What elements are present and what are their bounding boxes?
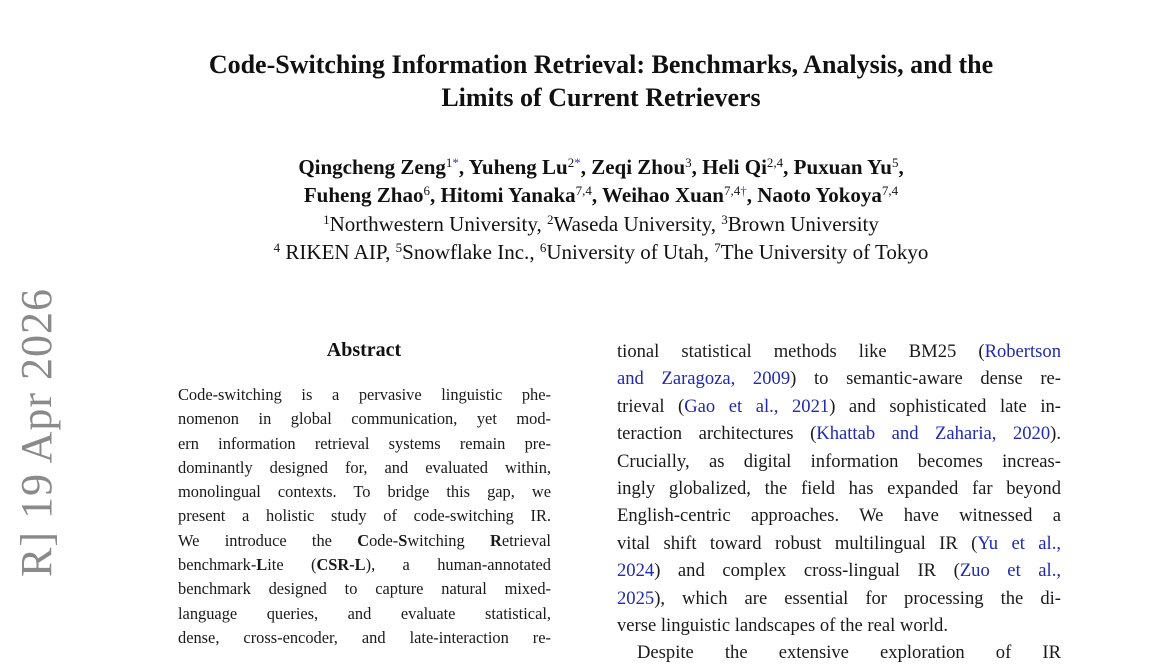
citation-link[interactable]: Khattab and Zaharia, 2020 [816,423,1051,445]
text: ode- [369,530,399,550]
citation-link[interactable]: and Zaragoza, 2009 [617,368,791,390]
text: ) and complex cross-lingual IR ( [654,560,960,582]
abstract-line: nomenon in global communication, yet mod- [178,409,551,429]
author-name: Fuheng Zhao [303,183,424,207]
affil-num: 5 [395,240,403,255]
abstract-line: dense, cross-encoder, and late-interaction re- [178,627,551,647]
affil-num: 1 [323,212,330,227]
text: ), a human-annotated [365,555,551,575]
author-affil-sup: 7,4 [723,183,741,198]
intro-line: English-centric approaches. We have witnessed a [617,505,1061,527]
text: ) to semantic-aware dense re- [790,368,1061,390]
text: trieval ( [617,395,685,417]
paper-title [100,48,1102,114]
text: etrieval [501,530,551,550]
citation-link[interactable]: Zuo et al., [959,560,1061,582]
benchmark-acronym: CSR-L [316,555,366,575]
author-name: Qingcheng Zeng [298,155,446,179]
author-line-2: Fuheng Zhao$^6$, Hitomi Yanaka$^{7,4}$, Weihao Xuan$^{7,4\dagger}$, Naoto Yokoya$^{7,4}$ [303,183,899,207]
introduction-body [617,338,1061,667]
text: C [357,530,370,550]
author-name: Zeqi Zhou [591,155,686,179]
intro-line: verse linguistic landscapes of the real world. [617,615,948,637]
abstract-line [178,553,551,577]
title-line-1: Code-Switching Information Retrieval: Benchmarks, Analysis, and the [208,50,994,79]
intro-line [617,420,1061,447]
author-name: Naoto Yokoya [757,183,882,207]
abstract-line: dominantly designed for, and evaluated within, [178,457,551,477]
text: L [256,555,268,575]
intro-line [617,393,1061,420]
title-line-2: Limits of Current Retrievers [441,83,761,112]
author-name: Weihao Xuan [602,183,724,207]
affiliation: Brown University [727,212,879,236]
abstract-line: present a holistic study of code-switching IR. [178,506,551,526]
citation-link[interactable]: Gao et al., 2021 [684,395,830,417]
text: We introduce the [178,530,358,550]
text: witching [407,530,490,550]
affiliation-line-1: $^1$Northwestern University, $^2$Waseda University, $^3$Brown University [323,212,879,236]
author-affil-sup: 2 [567,155,575,170]
affil-num: 4 [273,240,281,255]
abstract-line: language queries, and evaluate statistical, [178,603,551,623]
text: S [398,530,408,550]
author-list [100,153,1102,209]
abstract-line: monolingual contexts. To bridge this gap, we [178,482,551,502]
author-affil-sup: 3 [685,155,692,170]
abstract-line: Code-switching is a pervasive linguistic phe- [178,385,551,404]
intro-line [617,585,1061,612]
text: R [490,530,502,550]
author-name: Heli Qi [702,155,767,179]
author-affil-sup: 1 [445,155,453,170]
text: ). [1050,423,1061,445]
affil-num: 2 [546,212,554,227]
affil-num: 6 [539,240,547,255]
affiliation: The University of Tokyo [720,240,929,264]
arxiv-stamp: R] 19 Apr 2026 [12,288,61,577]
text: teraction architectures ( [617,423,817,445]
equal-contribution-mark[interactable]: * [574,155,581,170]
intro-line [617,557,1061,584]
text: vital shift toward robust multilingual IR ( [617,532,978,554]
affiliation-line-2: $^4$ RIKEN AIP, $^5$Snowflake Inc., $^6$University of Utah, $^7$The University of Tokyo [273,240,929,264]
author-affil-sup: 2,4 [766,155,784,170]
author-affil-sup: 7,4 [575,183,592,198]
author-affil-sup: 7,4 [881,183,899,198]
author-name: Yuheng Lu [468,155,568,179]
intro-line [617,365,1061,392]
author-name: Hitomi Yanaka [440,183,576,207]
text: ) and sophisticated late in- [829,395,1061,417]
abstract-line [178,529,551,553]
affiliation: Northwestern University [329,212,537,236]
text: ), which are essential for processing the di- [654,587,1061,609]
abstract-body [178,383,551,650]
affil-num: 3 [721,212,728,227]
intro-line [617,338,1061,365]
affiliation: Waseda University [553,212,711,236]
text: tional statistical methods like BM25 ( [617,341,985,362]
abstract-line: benchmark designed to capture natural mixed- [178,579,551,599]
affiliation: Snowflake Inc. [402,240,530,264]
affiliation: RIKEN AIP [285,240,386,264]
author-affil-sup: 6 [423,183,430,198]
corresponding-author-mark[interactable]: † [740,183,747,198]
citation-link[interactable]: Robertson [984,341,1061,362]
citation-link[interactable]: Yu et al., [977,532,1061,554]
author-affil-sup: 5 [891,155,899,170]
intro-line [617,530,1061,557]
intro-line: ingly globalized, the field has expanded far beyond [617,478,1061,500]
abstract-heading: Abstract [326,339,402,361]
affiliations [100,210,1102,266]
author-name: Puxuan Yu [793,155,892,179]
intro-line: Despite the extensive exploration of IR [637,642,1061,664]
author-line-1: Qingcheng Zeng$^{1*}$, Yuheng $Lu^{2*}$, Zeqi Zhou$^3$, Heli Qi$^{2,4}$, Puxuan Yu$^5$, [298,155,904,179]
equal-contribution-mark[interactable]: * [452,155,459,170]
intro-line: Crucially, as digital information becomes increas- [617,450,1061,472]
affil-num: 7 [714,240,721,255]
abstract-line: ern information retrieval systems remain pre- [178,433,551,453]
citation-link[interactable]: 2024 [617,560,655,582]
text: ite ( [267,555,317,575]
text: benchmark- [178,555,257,575]
citation-link[interactable]: 2025 [617,587,655,609]
affiliation: University of Utah [546,240,704,264]
